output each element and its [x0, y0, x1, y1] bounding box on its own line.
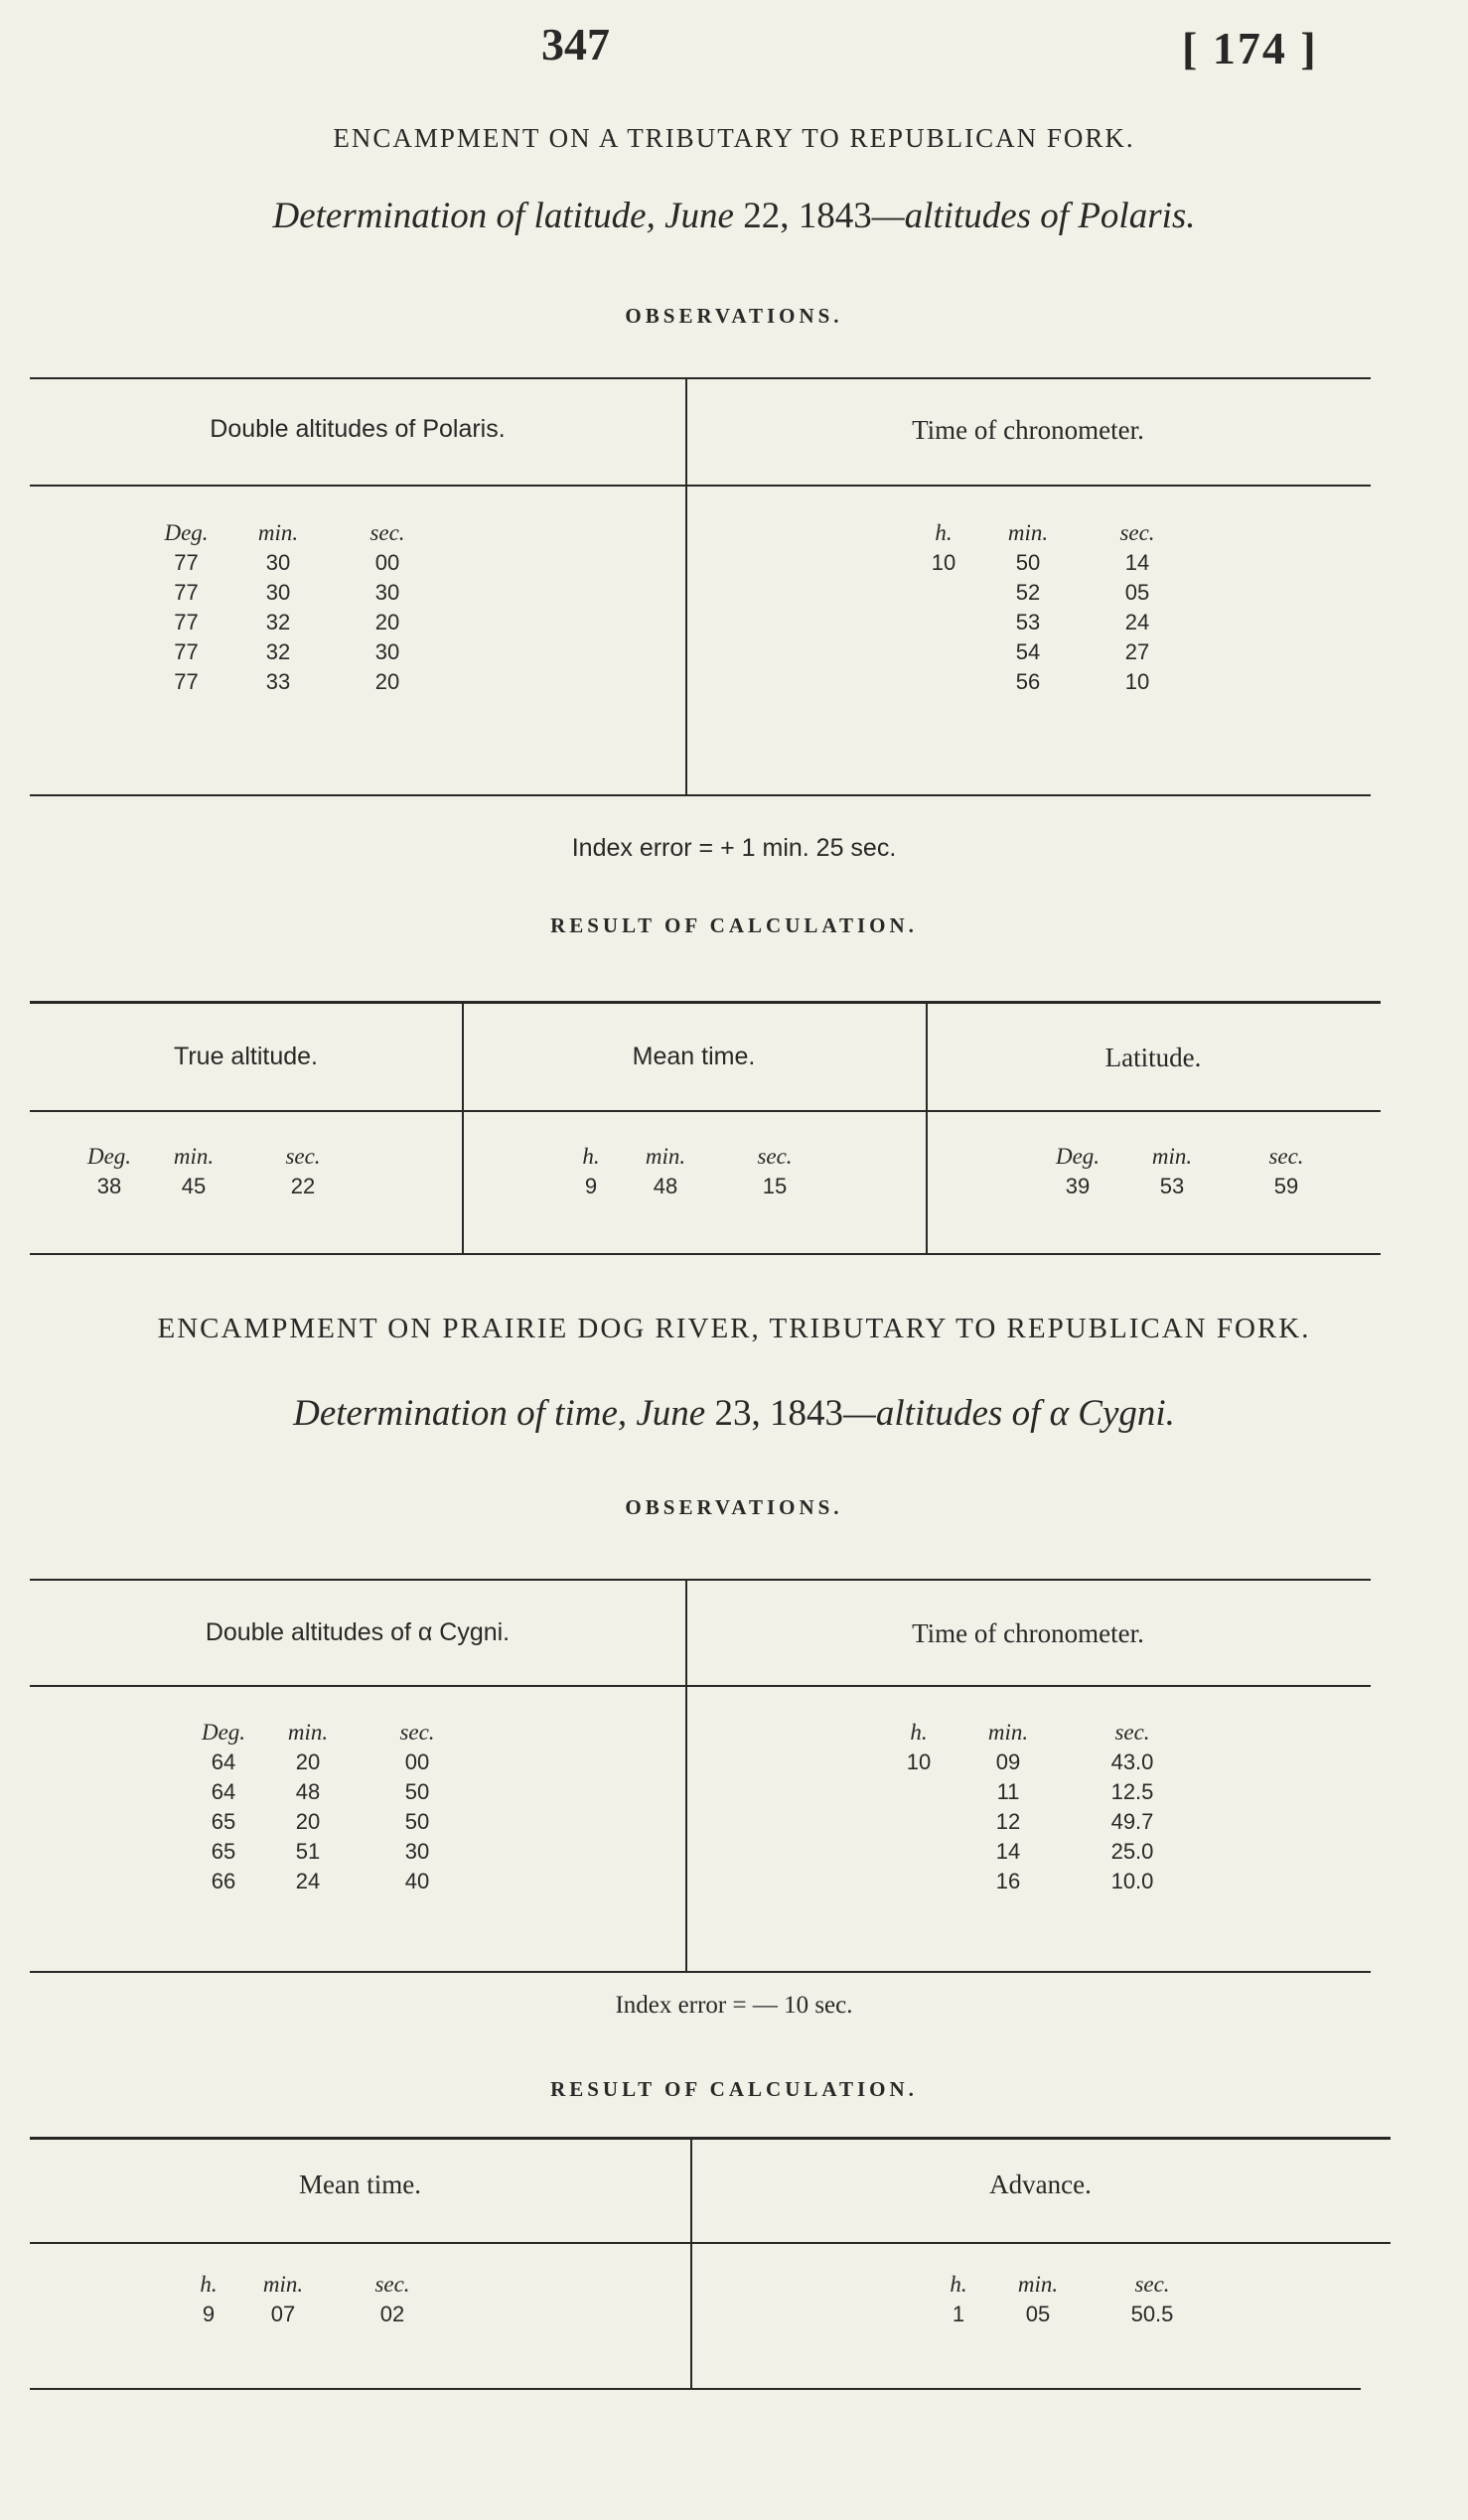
table-row	[919, 578, 1187, 608]
advance-header: Advance.	[989, 2170, 1092, 2199]
table-column-divider	[462, 1001, 464, 1254]
cell: 65	[211, 1809, 236, 1834]
cell: 24	[295, 1869, 321, 1893]
table-row	[194, 1837, 472, 1867]
cell: 30	[265, 580, 291, 605]
cell: 9	[202, 2302, 216, 2326]
table-row	[194, 1807, 472, 1837]
table-row	[79, 1172, 358, 1201]
cell: 25.0	[1110, 1839, 1154, 1864]
bracket-page-number: [ 174 ]	[1182, 23, 1318, 73]
table-row	[894, 1748, 1192, 1777]
cell: 14	[995, 1839, 1021, 1864]
unit-label: sec.	[1114, 1720, 1150, 1745]
cell: 51	[295, 1839, 321, 1864]
cell: 32	[265, 610, 291, 634]
section2-index-error: Index error = — 10 sec.	[615, 1992, 853, 2019]
cell: 22	[290, 1174, 316, 1198]
table-row	[919, 608, 1187, 637]
table-top-rule	[30, 2137, 1391, 2140]
cell: 11	[996, 1779, 1020, 1804]
header-rule	[30, 485, 1371, 487]
cell: 1	[952, 2302, 965, 2326]
right-column-header: Time of chronometer.	[912, 415, 1144, 445]
table-row	[159, 548, 432, 578]
unit-label: sec.	[757, 1144, 793, 1169]
cell: 48	[295, 1779, 321, 1804]
cell: 30	[374, 580, 400, 605]
unit-label: min.	[1007, 520, 1049, 545]
cell: 43.0	[1110, 1750, 1154, 1774]
cell: 10	[906, 1750, 932, 1774]
unit-label: min.	[173, 1144, 215, 1169]
table-row	[894, 1837, 1192, 1867]
mean-time-header: Mean time.	[632, 1043, 756, 1070]
section2-result-label: RESULT OF CALCULATION.	[550, 2077, 918, 2101]
table-top-rule	[30, 1001, 1381, 1004]
cell: 56	[1015, 669, 1041, 694]
unit-label: min.	[287, 1720, 329, 1745]
units-row	[79, 1142, 358, 1172]
table-top-rule	[30, 377, 1371, 379]
cell: 59	[1273, 1174, 1299, 1198]
table-row	[194, 1777, 472, 1807]
cell: 65	[211, 1839, 236, 1864]
true-altitude-header: True altitude.	[174, 1043, 318, 1070]
table-row	[159, 667, 432, 697]
cell: 20	[295, 1809, 321, 1834]
cell: 05	[1124, 580, 1150, 605]
table-top-rule	[30, 1579, 1371, 1581]
unit-label: sec.	[1268, 1144, 1304, 1169]
unit-label: h.	[910, 1720, 928, 1745]
unit-label: sec.	[369, 520, 405, 545]
unit-label: min.	[262, 2272, 304, 2297]
unit-label: Deg.	[1055, 1144, 1101, 1169]
cell: 20	[295, 1750, 321, 1774]
cell: 9	[584, 1174, 598, 1198]
cell: 09	[995, 1750, 1021, 1774]
table-row	[194, 1748, 472, 1777]
section1-result-label: RESULT OF CALCULATION.	[550, 913, 918, 937]
table-row	[189, 2300, 447, 2329]
cell: 00	[404, 1750, 430, 1774]
right-data-block	[894, 1718, 1192, 1896]
table-bottom-rule	[30, 794, 1371, 796]
unit-label: min.	[257, 520, 299, 545]
cell: 38	[96, 1174, 122, 1198]
table-row	[159, 608, 432, 637]
table-row	[894, 1867, 1192, 1896]
cell: 77	[174, 669, 199, 694]
section1-observations-label: OBSERVATIONS.	[625, 304, 843, 328]
cell: 53	[1015, 610, 1041, 634]
cell: 45	[181, 1174, 207, 1198]
mean-time-block	[189, 2270, 447, 2329]
left-column-header: Double altitudes of Polaris.	[210, 415, 506, 443]
header-rule	[30, 2242, 1391, 2244]
unit-label: sec.	[1119, 520, 1155, 545]
units-row	[194, 1718, 472, 1748]
cell: 10.0	[1110, 1869, 1154, 1893]
cell: 30	[265, 550, 291, 575]
cell: 12.5	[1110, 1779, 1154, 1804]
left-data-block	[159, 518, 432, 697]
unit-label: sec.	[285, 1144, 321, 1169]
units-row	[939, 2270, 1207, 2300]
cell: 32	[265, 639, 291, 664]
cell: 40	[404, 1869, 430, 1893]
section1-subtitle: Determination of latitude, June 22, 1843—altitudes of Polaris.	[272, 196, 1196, 236]
cell: 07	[270, 2302, 296, 2326]
section2-title: ENCAMPMENT ON PRAIRIE DOG RIVER, TRIBUTARY TO REPUBLICAN FORK.	[157, 1313, 1311, 1344]
right-column-header: Time of chronometer.	[912, 1618, 1144, 1648]
cell: 64	[211, 1779, 236, 1804]
unit-label: h.	[935, 520, 953, 545]
left-data-block	[194, 1718, 472, 1896]
unit-label: sec.	[399, 1720, 435, 1745]
table-row	[919, 548, 1187, 578]
table-row	[919, 637, 1187, 667]
cell: 24	[1124, 610, 1150, 634]
cell: 50	[1015, 550, 1041, 575]
unit-label: h.	[950, 2272, 967, 2297]
section1-index-error: Index error = + 1 min. 25 sec.	[571, 834, 897, 862]
table-bottom-rule	[30, 2388, 1361, 2390]
unit-label: Deg.	[201, 1720, 246, 1745]
cell: 39	[1065, 1174, 1091, 1198]
table-row	[894, 1807, 1192, 1837]
units-row	[571, 1142, 829, 1172]
cell: 12	[995, 1809, 1021, 1834]
unit-label: min.	[1151, 1144, 1193, 1169]
cell: 05	[1025, 2302, 1051, 2326]
section1-title: ENCAMPMENT ON A TRIBUTARY TO REPUBLICAN FORK.	[333, 123, 1135, 153]
cell: 14	[1124, 550, 1150, 575]
latitude-header: Latitude.	[1104, 1043, 1202, 1072]
header-rule	[30, 1110, 1381, 1112]
unit-label: Deg.	[86, 1144, 132, 1169]
cell: 33	[265, 669, 291, 694]
cell: 16	[995, 1869, 1021, 1893]
cell: 77	[174, 580, 199, 605]
right-data-block	[919, 518, 1187, 697]
table-row	[571, 1172, 829, 1201]
cell: 52	[1015, 580, 1041, 605]
units-row	[894, 1718, 1192, 1748]
cell: 77	[174, 639, 199, 664]
table-row	[919, 667, 1187, 697]
cell: 10	[1124, 669, 1150, 694]
cell: 49.7	[1110, 1809, 1154, 1834]
table-row	[894, 1777, 1192, 1807]
cell: 50.5	[1130, 2302, 1174, 2326]
header-rule	[30, 1685, 1371, 1687]
latitude-block	[1043, 1142, 1341, 1201]
cell: 30	[374, 639, 400, 664]
unit-label: h.	[200, 2272, 218, 2297]
cell: 50	[404, 1779, 430, 1804]
table-row	[194, 1867, 472, 1896]
units-row	[189, 2270, 447, 2300]
table-column-divider	[926, 1001, 928, 1254]
cell: 15	[762, 1174, 788, 1198]
table-row	[1043, 1172, 1341, 1201]
cell: 20	[374, 669, 400, 694]
cell: 54	[1015, 639, 1041, 664]
left-column-header: Double altitudes of α Cygni.	[205, 1618, 511, 1646]
units-row	[159, 518, 432, 548]
cell: 02	[379, 2302, 405, 2326]
table-bottom-rule	[30, 1253, 1381, 1255]
table-row	[159, 637, 432, 667]
unit-label: h.	[582, 1144, 600, 1169]
cell: 00	[374, 550, 400, 575]
advance-block	[939, 2270, 1207, 2329]
true-altitude-block	[79, 1142, 358, 1201]
cell: 30	[404, 1839, 430, 1864]
table-bottom-rule	[30, 1971, 1371, 1973]
section2-subtitle: Determination of time, June 23, 1843—altitudes of α Cygni.	[293, 1393, 1175, 1434]
units-row	[919, 518, 1187, 548]
unit-label: sec.	[1134, 2272, 1170, 2297]
table-row	[159, 578, 432, 608]
cell: 48	[653, 1174, 678, 1198]
cell: 50	[404, 1809, 430, 1834]
unit-label: min.	[987, 1720, 1029, 1745]
unit-label: Deg.	[164, 520, 209, 545]
cell: 64	[211, 1750, 236, 1774]
cell: 77	[174, 610, 199, 634]
section2-observations-label: OBSERVATIONS.	[625, 1495, 843, 1519]
unit-label: min.	[1017, 2272, 1059, 2297]
unit-label: sec.	[374, 2272, 410, 2297]
mean-time-block	[571, 1142, 829, 1201]
unit-label: min.	[645, 1144, 686, 1169]
cell: 20	[374, 610, 400, 634]
mean-time-header: Mean time.	[299, 2170, 421, 2199]
table-row	[939, 2300, 1207, 2329]
units-row	[1043, 1142, 1341, 1172]
cell: 27	[1124, 639, 1150, 664]
page-number: 347	[541, 19, 610, 70]
cell: 10	[931, 550, 956, 575]
cell: 66	[211, 1869, 236, 1893]
cell: 53	[1159, 1174, 1185, 1198]
cell: 77	[174, 550, 199, 575]
